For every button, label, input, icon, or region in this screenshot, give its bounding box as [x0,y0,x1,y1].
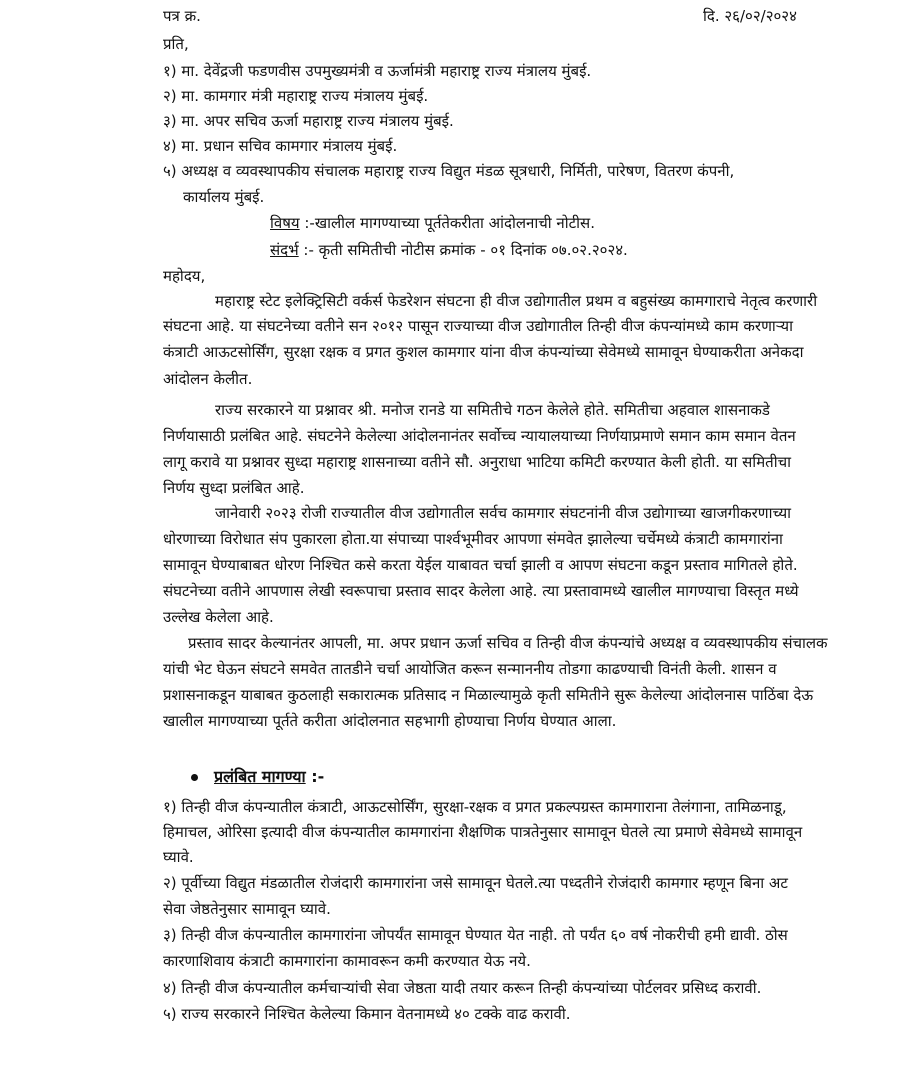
demand-line-3: घ्यावे. [163,848,194,866]
demand-line-1: १) तिन्ही वीज कंपन्यातील कंत्राटी, आऊटसोर्सिंग, सुरक्षा-रक्षक व प्रगत प्रकल्पग्रस्त कामगाराना तेलंगाना, तामिळनाडू, [163,798,787,816]
demand-line-6: ३) तिन्ही वीज कंपन्यातील कामगारांना जोपर्यंत सामावून घेण्यात येत नाही. तो पर्यंत ६० वर्ष नोकरीची हमी द्यावी. ठोस [163,926,788,944]
para2-line4: निर्णय सुध्दा प्रलंबित आहे. [163,479,305,497]
demand-line-9: ५) राज्य सरकारने निश्चित केलेल्या किमान वेतनामध्ये ४० टक्के वाढ करावी. [163,1005,571,1023]
para3-line1: जानेवारी २०२३ रोजी राज्यातील वीज उद्योगातील सर्वच कामगार संघटनांनी वीज उद्योगाच्या खाजगीकरणाच्या [215,504,792,522]
para1-line1: महाराष्ट्र स्टेट इलेक्ट्रिसिटी वर्कर्स फेडरेशन संघटना ही वीज उद्योगातील प्रथम व बहुसंख्य कामगाराचे नेतृत्व करणारी [215,292,818,310]
recipient-4: ४) मा. प्रधान सचिव कामगार मंत्रालय मुंबई. [163,137,398,155]
recipient-5-continued: कार्यालय मुंबई. [183,188,265,206]
para4-line4: खालील मागण्याच्या पूर्तते करीता आंदोलनात सहभागी होण्याचा निर्णय घेण्यात आला. [163,712,617,730]
para4-line3: प्रशासनाकडून याबाबत कुठलाही सकारात्मक प्रतिसाद न मिळाल्यामुळे कृती समितीने सुरू केलेल्या आंदोलनास पाठिंबा देऊ [163,686,814,704]
prati-label: प्रति, [163,35,189,53]
salutation: महोदय, [163,267,206,285]
subject-label: विषय [270,214,300,232]
para3-line3: सामावून घेण्याबाबत धोरण निश्चित कसे करता येईल याबावत चर्चा झाली व आपण संघटना कडून प्रस्ताव मागितले होते. [163,556,798,574]
demands-heading-text: प्रलंबित मागण्या [214,767,306,786]
demand-line-7: कारणाशिवाय कंत्राटी कामगारांना कामावरून कमी करण्यात येऊ नये. [163,952,531,970]
para4-line2: यांची भेट घेऊन संघटने समवेत तातडीने चर्चा आयोजित करून सन्माननीय तोडगा काढण्याची विनंती केली. शासन व [163,660,777,678]
recipient-2: २) मा. कामगार मंत्री महाराष्ट्र राज्य मंत्रालय मुंबई. [163,87,429,105]
recipient-1: १) मा. देवेंद्रजी फडणवीस उपमुख्यमंत्री व ऊर्जामंत्री महाराष्ट्र राज्य मंत्रालय मुंबई. [163,62,592,80]
demand-line-4: २) पूर्वीच्या विद्युत मंडळातील रोजंदारी कामगारांना जसे सामावून घेतले.त्या पध्दतीने रोजंदारी कामगार म्हणून बिना अट [163,874,788,892]
bullet-icon [191,774,198,781]
para2-line3: लागू करावे या प्रश्नावर सुध्दा महाराष्ट्र शासनाच्या वतीने सौ. अनुराधा भाटिया कमिटी करण्यात केली होती. या समितीचा [163,453,792,471]
subject-text: :-खालील मागण्याच्या पूर्ततेकरीता आंदोलनाची नोटीस. [299,214,595,232]
demands-heading-suffix: :- [305,767,325,786]
recipient-3: ३) मा. अपर सचिव ऊर्जा महाराष्ट्र राज्य मंत्रालय मुंबई. [163,112,454,130]
para3-line2: धोरणाच्या विरोधात संप पुकारला होता.या संपाच्या पार्श्वभूमीवर आपणा संमवेत झालेल्या चर्चेमध्ये कंत्राटी कामगारांना [163,530,783,548]
demand-line-8: ४) तिन्ही वीज कंपन्यातील कर्मचाऱ्यांची सेवा जेष्ठता यादी तयार करून तिन्ही कंपन्यांच्या पोर्टलवर प्रसिध्द करावी. [163,979,762,997]
demand-line-2: हिमाचल, ओरिसा इत्यादी वीज कंपन्यातील कामगारांना शैक्षणिक पात्रतेनुसार सामावून घेतले त्या प्रमाणे सेवेमध्ये सामावून [163,823,803,841]
para3-line5: उल्लेख केलेला आहे. [163,608,274,626]
demands-heading [214,767,324,787]
reference-label: संदर्भ [270,241,299,259]
para1-line4: आंदोलन केलीत. [163,370,253,388]
recipient-5: ५) अध्यक्ष व व्यवस्थापकीय संचालक महाराष्ट्र राज्य विद्युत मंडळ सूत्रधारी, निर्मिती, पारेषण, वितरण कंपनी, [163,162,735,180]
reference-text: :- कृती समितीची नोटीस क्रमांक - ०१ दिनांक ०७.०२.२०२४. [298,241,628,259]
reference-line [270,240,628,260]
para4-line1: प्रस्ताव सादर केल्यानंतर आपली, मा. अपर प्रधान ऊर्जा सचिव व तिन्ही वीज कंपन्यांचे अध्यक्ष व व्यवस्थापकीय संचालक [188,634,828,652]
para2-line1: राज्य सरकारने या प्रश्नावर श्री. मनोज रानडे या समितीचे गठन केलेले होते. समितीचा अहवाल शासनाकडे [215,401,770,419]
letter-date: दि. २६/०२/२०२४ [703,7,797,25]
para1-line2: संघटना आहे. या संघटनेच्या वतीने सन २०१२ पासून राज्याच्या वीज उद्योगातील तिन्ही वीज कंपन्यांमध्ये काम करणाऱ्या [163,317,794,335]
para3-line4: संघटनेच्या वतीने आपणास लेखी स्वरूपाचा प्रस्ताव सादर केलेला आहे. त्या प्रस्तावामध्ये खालील मागण्याचा विस्तृत मध्ये [163,582,799,600]
demand-line-5: सेवा जेष्ठतेनुसार सामावून घ्यावे. [163,900,331,918]
letter-number: पत्र क्र. [163,7,201,25]
para1-line3: कंत्राटी आऊटसोर्सिंग, सुरक्षा रक्षक व प्रगत कुशल कामगार यांना वीज कंपन्यांच्या सेवेमध्ये सामावून घेण्याकरीता अनेकदा [163,343,804,361]
para2-line2: निर्णयासाठी प्रलंबित आहे. संघटनेने केलेल्या आंदोलनानंतर सर्वोच्च न्यायालयाच्या निर्णयाप्रमाणे समान काम समान वेतन [163,427,796,445]
subject-line [270,213,595,233]
